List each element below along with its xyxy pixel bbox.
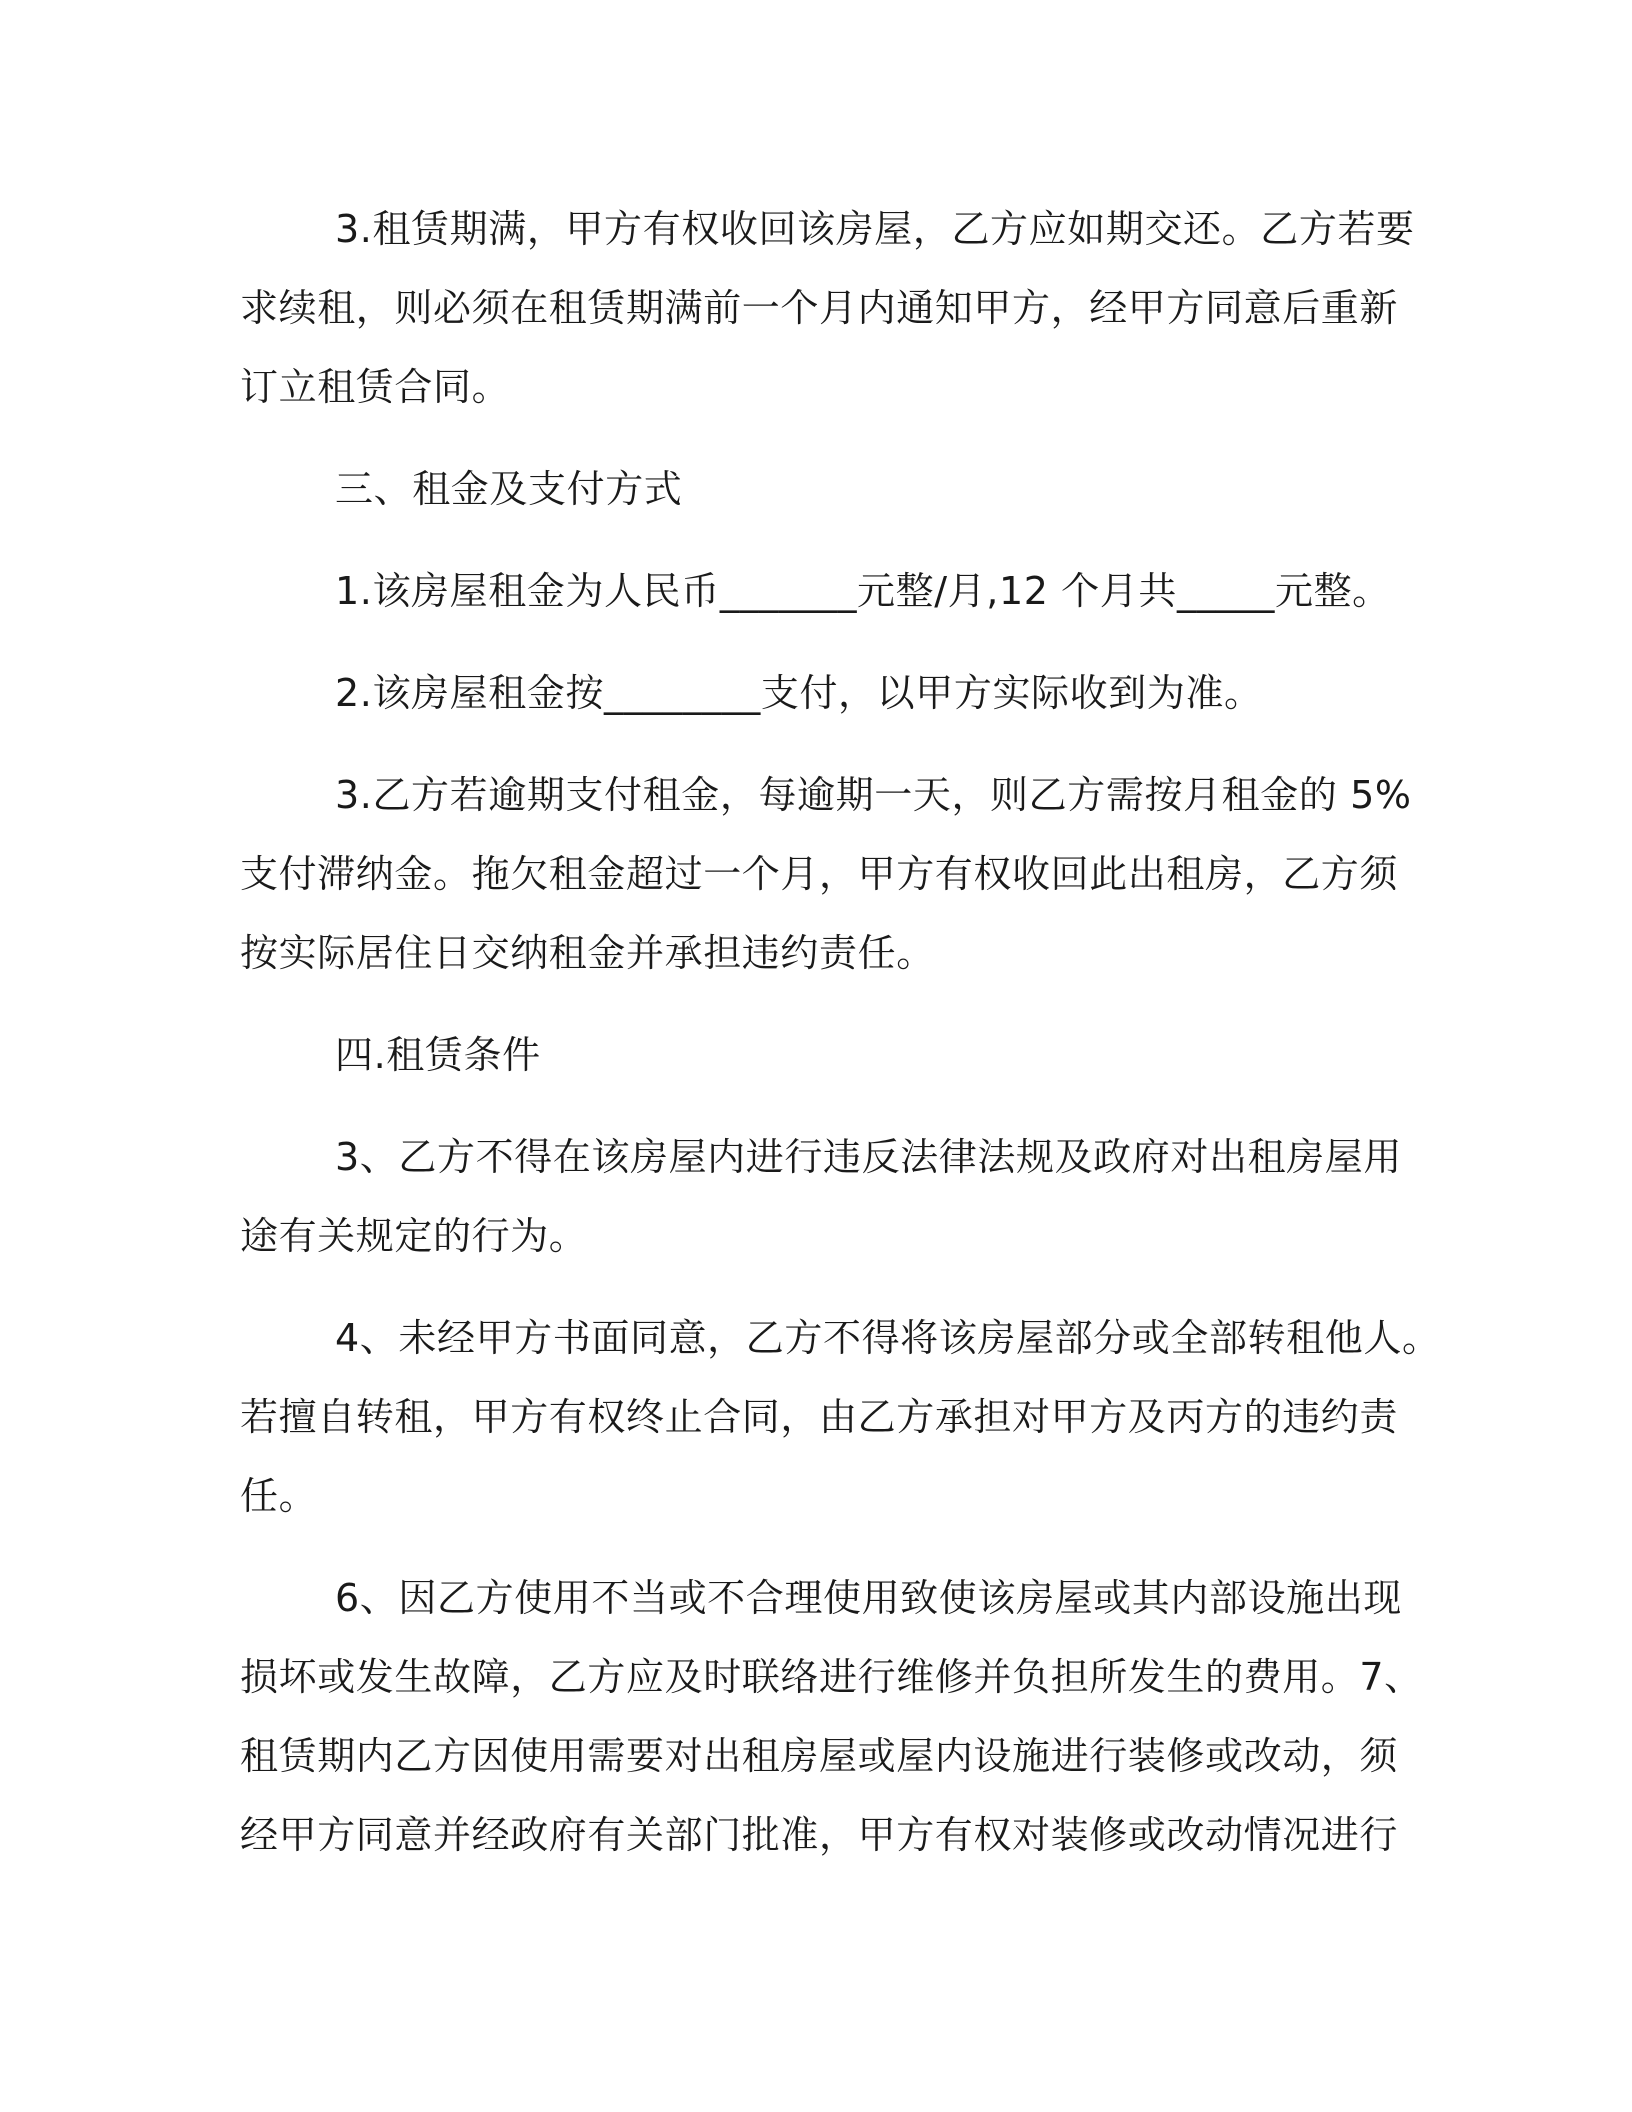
text-line: 若擅自转租，甲方有权终止合同，由乙方承担对甲方及丙方的违约责 — [240, 1395, 1399, 1439]
text-line: 支付滞纳金。拖欠租金超过一个月，甲方有权收回此出租房，乙方须 — [240, 852, 1399, 896]
section-4-heading — [240, 1016, 1375, 1095]
clause-3-3-paragraph — [240, 756, 1412, 993]
document-body — [240, 190, 1441, 1898]
text-line: 经甲方同意并经政府有关部门批准，甲方有权对装修或改动情况进行 — [240, 1813, 1399, 1857]
text-line: 1.该房屋租金为人民币_______元整/月,12 个月共_____元整。 — [335, 569, 1391, 613]
clause-3-2-paragraph — [240, 654, 1375, 733]
text-line: 损坏或发生故障，乙方应及时联络进行维修并负担所发生的费用。7、 — [240, 1655, 1423, 1699]
text-line: 求续租，则必须在租赁期满前一个月内通知甲方，经甲方同意后重新 — [240, 286, 1399, 330]
text-line: 租赁期内乙方因使用需要对出租房屋或屋内设施进行装修或改动，须 — [240, 1734, 1399, 1778]
text-line: 3、乙方不得在该房屋内进行违反法律法规及政府对出租房屋用 — [335, 1135, 1402, 1179]
clause-4-3-paragraph — [240, 1118, 1402, 1276]
text-line: 途有关规定的行为。 — [240, 1214, 588, 1258]
text-line: 订立租赁合同。 — [240, 365, 511, 409]
text-line: 3.租赁期满，甲方有权收回该房屋，乙方应如期交还。乙方若要 — [335, 207, 1415, 251]
text-line: 3.乙方若逾期支付租金，每逾期一天，则乙方需按月租金的 5% — [335, 773, 1412, 817]
text-line: 按实际居住日交纳租金并承担违约责任。 — [240, 931, 935, 975]
clause-2-3-paragraph — [240, 190, 1415, 427]
text-line: 4、未经甲方书面同意，乙方不得将该房屋部分或全部转租他人。 — [335, 1316, 1441, 1360]
clause-4-4-paragraph — [240, 1299, 1441, 1536]
text-line: 任。 — [240, 1474, 318, 1518]
text-line: 6、因乙方使用不当或不合理使用致使该房屋或其内部设施出现 — [335, 1576, 1402, 1620]
section-3-heading — [240, 450, 1375, 529]
clause-4-6-paragraph — [240, 1559, 1423, 1875]
text-line: 2.该房屋租金按________支付，以甲方实际收到为准。 — [335, 671, 1263, 715]
heading-text: 三、租金及支付方式 — [335, 467, 683, 511]
clause-3-1-paragraph — [240, 552, 1391, 631]
heading-text: 四.租赁条件 — [335, 1033, 541, 1077]
